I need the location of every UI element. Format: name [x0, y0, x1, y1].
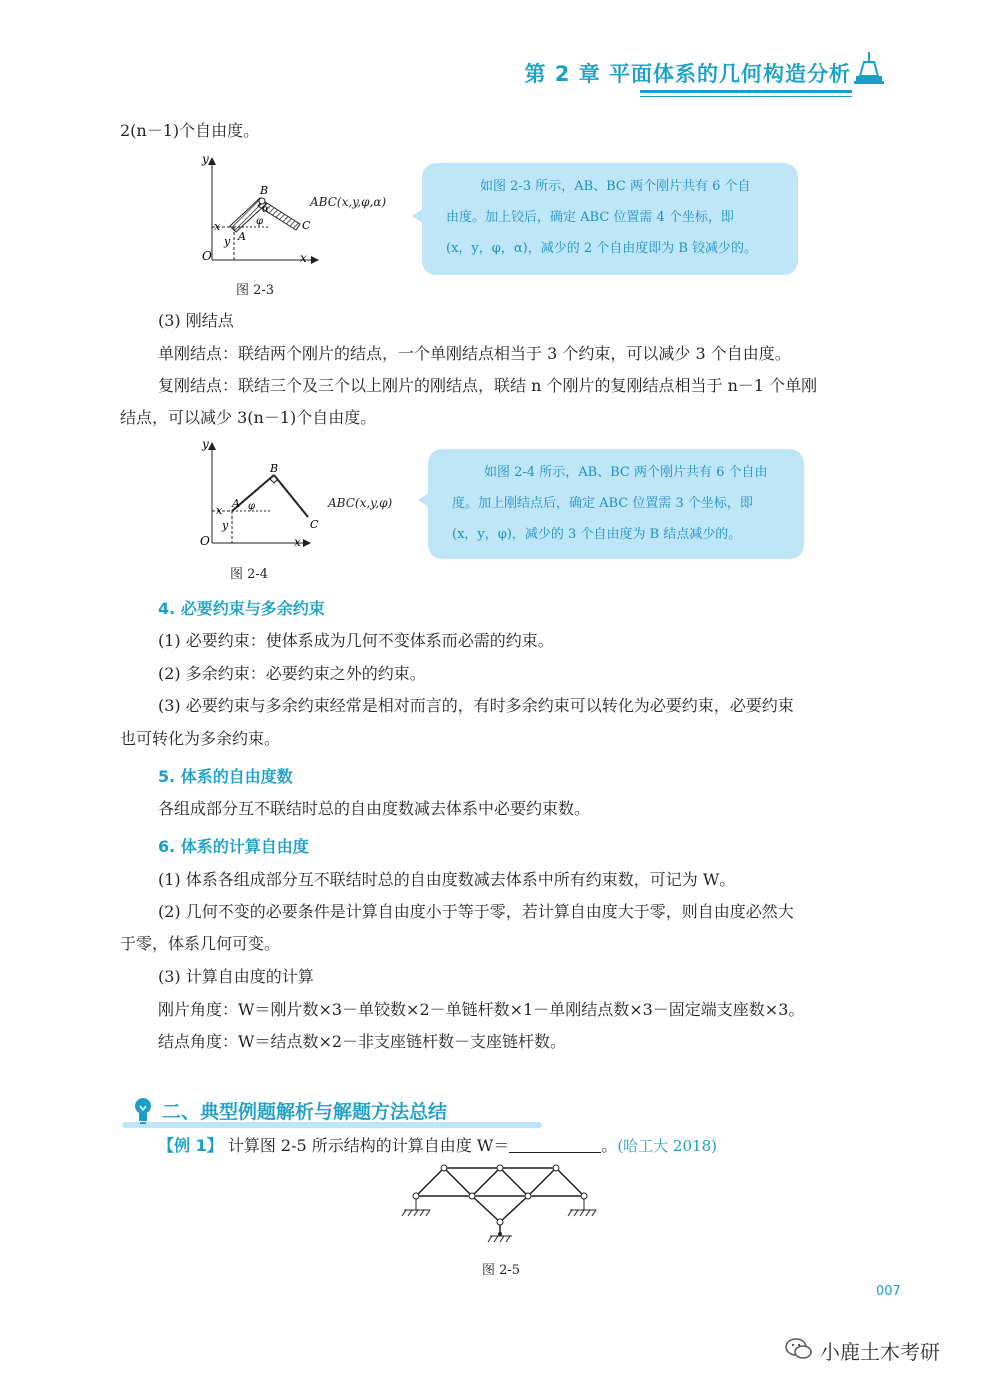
fig24-x-label: x [294, 535, 301, 549]
fig24-b-label: B [270, 462, 279, 475]
sec4-p1: (1) 必要约束：使体系成为几何不变体系而必需的约束。 [158, 631, 554, 650]
fig23-note-line-1: 如图 2-3 所示，AB、BC 两个刚片共有 6 个自 [480, 179, 751, 194]
fig25-caption: 图 2-5 [482, 1263, 521, 1278]
sec6-p4: 刚片角度：W＝刚片数×3－单铰数×2－单链杆数×1－单刚结点数×3－固定端支座数×3。 [158, 1000, 805, 1019]
sec6-p1: (1) 体系各组成部分互不联结时总的自由度数减去体系中所有约束数，可记为 W。 [158, 870, 736, 889]
fig23-alpha-label: α [262, 204, 269, 215]
sec6-p3: (3) 计算自由度的计算 [158, 967, 314, 986]
page-number: 007 [876, 1284, 901, 1299]
figure-2-4 [190, 435, 410, 553]
fig23-note-line-3: (x，y，φ，α)，减少的 2 个自由度即为 B 铰减少的。 [446, 241, 758, 256]
figure-2-5 [400, 1160, 600, 1250]
fig23-origin-label: O [202, 249, 212, 263]
watermark-text: 小鹿土木考研 [820, 1340, 940, 1364]
sec4-p3b: 也可转化为多余约束。 [120, 729, 281, 748]
wechat-icon [784, 1336, 814, 1362]
rigid-joint-heading: (3) 刚结点 [158, 311, 234, 330]
book-stack-icon [854, 48, 884, 88]
fig24-a-label: A [232, 497, 240, 510]
answer-blank [509, 1136, 601, 1153]
bubble-pointer-icon [418, 492, 430, 508]
sec6-p2b: 于零，体系几何可变。 [120, 934, 281, 953]
fig23-note-bubble [422, 163, 798, 275]
compound-rigid-joint-2: 结点，可以减少 3(n－1)个自由度。 [120, 408, 377, 427]
example-tag: 【例 1】 [158, 1136, 223, 1155]
sec5-p1: 各组成部分互不联结时总的自由度数减去体系中必要约束数。 [158, 799, 591, 818]
fig23-coord-label: ABC(x,y,φ,α) [310, 195, 387, 209]
fig24-coord-label: ABC(x,y,φ) [328, 496, 393, 510]
fig23-caption: 图 2-3 [236, 283, 275, 298]
bubble-pointer-icon [412, 208, 424, 224]
fig23-phi-label: φ [256, 216, 264, 227]
section-5-title: 5. 体系的自由度数 [158, 767, 293, 786]
intro-line: 2(n－1)个自由度。 [120, 121, 260, 140]
sec6-p5: 结点角度：W＝结点数×2－非支座链杆数－支座链杆数。 [158, 1032, 567, 1051]
lightbulb-icon [132, 1096, 154, 1126]
chapter-title: 第 2 章 平面体系的几何构造分析 [524, 62, 851, 86]
sec6-p2a: (2) 几何不变的必要条件是计算自由度小于等于零，若计算自由度大于零，则自由度必然大 [158, 902, 794, 921]
fig24-note-line-1: 如图 2-4 所示，AB、BC 两个刚片共有 6 个自由 [484, 465, 768, 480]
fig24-caption: 图 2-4 [230, 567, 269, 582]
example-text: 计算图 2-5 所示结构的计算自由度 W＝ [227, 1136, 510, 1155]
fig23-note-line-2: 由度。加上铰后，确定 ABC 位置需 4 个坐标，即 [446, 210, 734, 225]
fig23-x-label: x [300, 251, 307, 265]
example-source: (哈工大 2018) [617, 1137, 717, 1155]
fig24-phi-label: φ [248, 501, 256, 512]
fig23-x-dim: x [214, 220, 221, 233]
header-rule-thin [640, 96, 852, 97]
sec4-p3a: (3) 必要约束与多余约束经常是相对而言的，有时多余约束可以转化为必要约束，必要约束 [158, 696, 794, 715]
fig24-y-label: y [202, 437, 209, 451]
fig23-y-dim: y [224, 235, 231, 248]
fig24-note-line-3: (x，y，φ)，减少的 3 个自由度为 B 结点减少的。 [452, 527, 742, 542]
fig23-a-label: A [238, 230, 246, 243]
fig24-note-bubble [428, 449, 804, 559]
header-rule [640, 90, 852, 93]
fig23-b-label: B [260, 184, 269, 197]
section-4-title: 4. 必要约束与多余约束 [158, 599, 325, 618]
fig24-y-dim: y [222, 519, 229, 532]
single-rigid-joint: 单刚结点：联结两个刚片的结点，一个单刚结点相当于 3 个约束，可以减少 3 个自由度。 [158, 344, 791, 363]
figure-2-3 [190, 150, 410, 270]
fig24-x-dim: x [216, 504, 223, 517]
section-6-title: 6. 体系的计算自由度 [158, 837, 309, 856]
example-end: 。 [601, 1136, 618, 1155]
fig23-y-label: y [202, 152, 209, 166]
fig24-origin-label: O [200, 534, 210, 548]
sec4-p2: (2) 多余约束：必要约束之外的约束。 [158, 664, 426, 683]
compound-rigid-joint-1: 复刚结点：联结三个及三个以上刚片的刚结点，联结 n 个刚片的复刚结点相当于 n－1 个单刚 [158, 376, 818, 395]
fig23-c-label: C [302, 219, 311, 232]
fig24-note-line-2: 度。加上刚结点后，确定 ABC 位置需 3 个坐标，即 [452, 496, 753, 511]
part2-title: 二、典型例题解析与解题方法总结 [162, 1101, 448, 1123]
example-1 [158, 1135, 717, 1157]
fig24-c-label: C [310, 518, 319, 531]
